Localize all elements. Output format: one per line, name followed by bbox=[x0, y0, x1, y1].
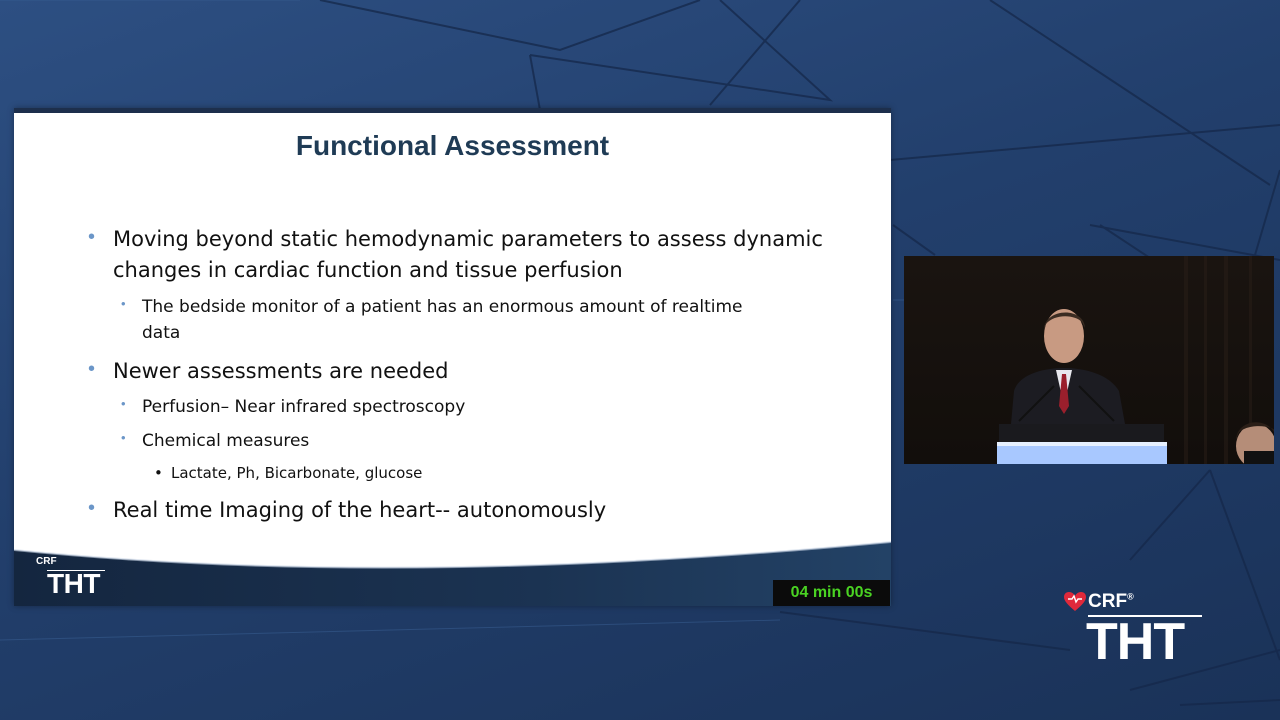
crf-brand-label: CRF bbox=[1088, 591, 1128, 612]
slide-title: Functional Assessment bbox=[295, 130, 610, 161]
sub-bullet-text: Chemical measures bbox=[142, 431, 310, 451]
bullet-dot: • bbox=[88, 358, 96, 380]
bullet-text: Newer assessments are needed bbox=[113, 359, 449, 383]
sub-bullet-dot: • bbox=[121, 430, 126, 445]
crf-brand-text bbox=[1088, 591, 1134, 613]
sub-bullet-text: data bbox=[142, 323, 181, 343]
sub-bullet-dot: • bbox=[121, 296, 126, 311]
heart-icon bbox=[1064, 592, 1086, 612]
tht-brand-text: THT bbox=[1086, 613, 1185, 671]
bullet-dot: • bbox=[88, 226, 96, 248]
speaker-video-feed bbox=[904, 256, 1274, 464]
sub-sub-bullet-text: Lactate, Ph, Bicarbonate, glucose bbox=[171, 464, 423, 482]
sub-bullet-dot: • bbox=[121, 396, 126, 411]
crf-tht-logo bbox=[1064, 590, 1204, 670]
bullet-dot: • bbox=[88, 497, 96, 519]
bullet-text: Moving beyond static hemodynamic parameters to assess dynamic bbox=[113, 227, 823, 251]
crf-logo-text: CRF bbox=[36, 556, 57, 567]
registered-mark: ® bbox=[1127, 591, 1134, 602]
sub-sub-bullet-dot: • bbox=[154, 464, 163, 482]
sub-bullet-text: Perfusion– Near infrared spectroscopy bbox=[142, 397, 466, 417]
tht-logo-text: THT bbox=[47, 568, 100, 599]
speaker-at-podium-icon bbox=[904, 256, 1274, 464]
bullet-text: Real time Imaging of the heart-- autonomously bbox=[113, 498, 607, 522]
sub-bullet-text: The bedside monitor of a patient has an enormous amount of realtime bbox=[142, 297, 743, 317]
bullet-text: changes in cardiac function and tissue perfusion bbox=[113, 258, 623, 282]
footer-wave bbox=[14, 528, 891, 606]
slide-footer-band bbox=[14, 528, 891, 606]
countdown-timer: 04 min 00s bbox=[773, 580, 890, 606]
presentation-slide bbox=[14, 108, 891, 606]
